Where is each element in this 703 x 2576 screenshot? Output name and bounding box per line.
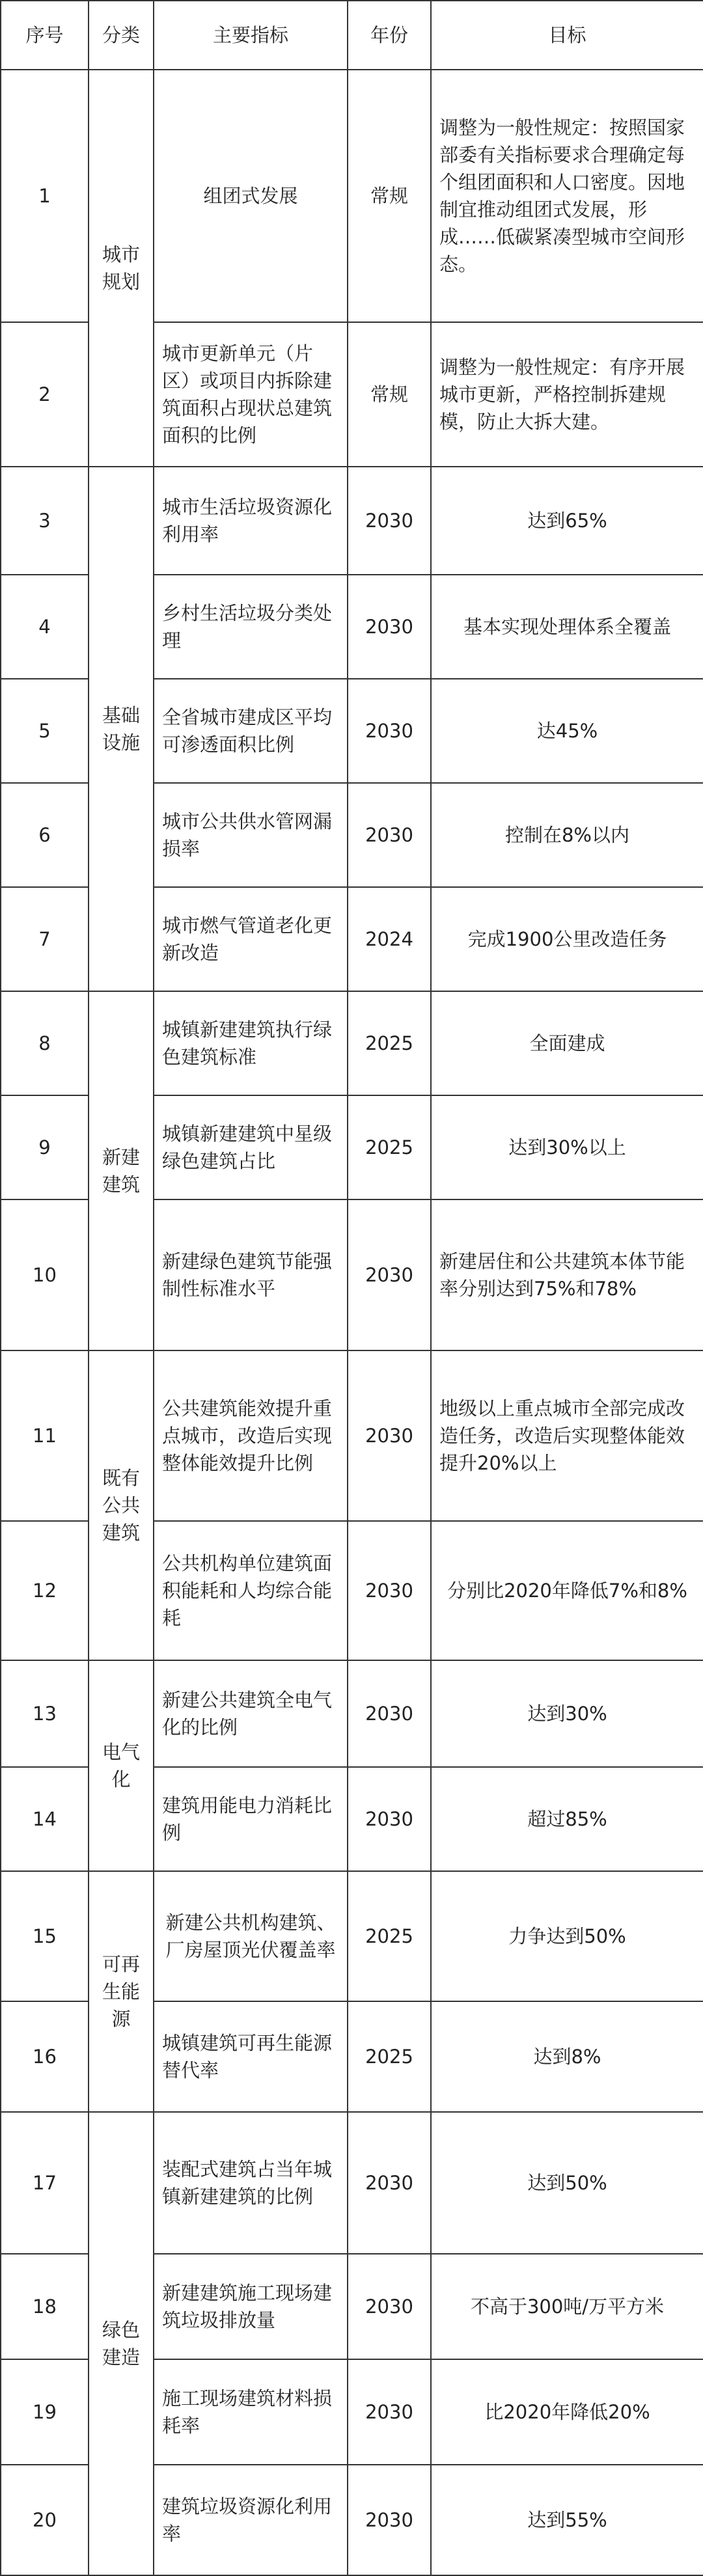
row-target: 达到65% (431, 467, 703, 575)
row-target: 达到30% (431, 1660, 703, 1767)
row-year: 2030 (348, 2112, 431, 2254)
table-row (1, 1660, 703, 1767)
table-row (1, 991, 703, 1095)
row-target: 超过85% (431, 1767, 703, 1871)
row-year: 2030 (348, 783, 431, 887)
row-target: 调整为一般性规定：按照国家部委有关指标要求合理确定每个组团面积和人口密度。因地制宜推动组团式发展，形成……低碳紧凑型城市空间形态。 (431, 70, 703, 322)
table-row (1, 1871, 703, 2001)
row-target: 调整为一般性规定：有序开展城市更新，严格控制拆建规模，防止大拆大建。 (431, 322, 703, 467)
row-year: 常规 (348, 322, 431, 467)
row-indicator: 新建建筑施工现场建筑垃圾排放量 (154, 2254, 348, 2359)
row-indicator: 装配式建筑占当年城镇新建建筑的比例 (154, 2112, 348, 2254)
row-no: 13 (1, 1660, 89, 1767)
row-no: 6 (1, 783, 89, 887)
row-no: 14 (1, 1767, 89, 1871)
row-indicator: 新建绿色建筑节能强制性标准水平 (154, 1199, 348, 1350)
row-no: 15 (1, 1871, 89, 2001)
table-row (1, 1350, 703, 1521)
row-target: 新建居住和公共建筑本体节能率分别达到75%和78% (431, 1199, 703, 1350)
row-no: 12 (1, 1521, 89, 1660)
row-indicator: 城市生活垃圾资源化利用率 (154, 467, 348, 575)
row-indicator: 城市燃气管道老化更新改造 (154, 887, 348, 991)
row-target: 达45% (431, 679, 703, 783)
row-no: 7 (1, 887, 89, 991)
row-indicator: 建筑垃圾资源化利用率 (154, 2465, 348, 2575)
row-no: 3 (1, 467, 89, 575)
row-no: 10 (1, 1199, 89, 1350)
row-year: 2024 (348, 887, 431, 991)
row-no: 4 (1, 575, 89, 679)
row-target: 分别比2020年降低7%和8% (431, 1521, 703, 1660)
row-target: 全面建成 (431, 991, 703, 1095)
row-year: 2030 (348, 1660, 431, 1767)
row-no: 2 (1, 322, 89, 467)
table-row (1, 2112, 703, 2254)
row-target: 达到55% (431, 2465, 703, 2575)
category-cell: 绿色建造 (89, 2112, 154, 2575)
row-year: 2025 (348, 991, 431, 1095)
row-target: 力争达到50% (431, 1871, 703, 2001)
row-indicator: 城市公共供水管网漏损率 (154, 783, 348, 887)
row-no: 19 (1, 2359, 89, 2465)
category-cell: 既有公共建筑 (89, 1350, 154, 1660)
row-indicator: 施工现场建筑材料损耗率 (154, 2359, 348, 2465)
category-cell: 新建建筑 (89, 991, 154, 1350)
category-cell: 电气化 (89, 1660, 154, 1871)
row-indicator: 组团式发展 (154, 70, 348, 322)
row-indicator: 公共机构单位建筑面积能耗和人均综合能耗 (154, 1521, 348, 1660)
row-year: 2025 (348, 1871, 431, 2001)
row-target: 完成1900公里改造任务 (431, 887, 703, 991)
row-no: 8 (1, 991, 89, 1095)
row-year: 2030 (348, 1350, 431, 1521)
row-year: 2030 (348, 575, 431, 679)
row-year: 2030 (348, 1767, 431, 1871)
row-target: 地级以上重点城市全部完成改造任务，改造后实现整体能效提升20%以上 (431, 1350, 703, 1521)
row-target: 达到8% (431, 2001, 703, 2112)
row-no: 9 (1, 1095, 89, 1199)
category-cell: 基础设施 (89, 467, 154, 991)
row-indicator: 新建公共建筑全电气化的比例 (154, 1660, 348, 1767)
row-indicator: 城市更新单元（片区）或项目内拆除建筑面积占现状总建筑面积的比例 (154, 322, 348, 467)
category-cell: 城市规划 (89, 70, 154, 467)
table-row (1, 70, 703, 322)
row-year: 2030 (348, 2465, 431, 2575)
row-no: 16 (1, 2001, 89, 2112)
row-year: 2030 (348, 2359, 431, 2465)
row-year: 2030 (348, 1199, 431, 1350)
header-no: 序号 (1, 1, 89, 70)
row-year: 2030 (348, 679, 431, 783)
row-no: 1 (1, 70, 89, 322)
row-no: 5 (1, 679, 89, 783)
header-target: 目标 (431, 1, 703, 70)
row-no: 11 (1, 1350, 89, 1521)
header-category: 分类 (89, 1, 154, 70)
row-indicator: 城镇建筑可再生能源替代率 (154, 2001, 348, 2112)
category-cell: 可再生能源 (89, 1871, 154, 2112)
row-indicator: 城镇新建建筑执行绿色建筑标准 (154, 991, 348, 1095)
row-year: 2030 (348, 467, 431, 575)
row-indicator: 乡村生活垃圾分类处理 (154, 575, 348, 679)
header-row (1, 1, 703, 70)
row-year: 2025 (348, 1095, 431, 1199)
row-year: 2030 (348, 1521, 431, 1660)
table-row (1, 467, 703, 575)
row-target: 达到30%以上 (431, 1095, 703, 1199)
row-indicator: 全省城市建成区平均可渗透面积比例 (154, 679, 348, 783)
row-no: 18 (1, 2254, 89, 2359)
row-indicator: 公共建筑能效提升重点城市，改造后实现整体能效提升比例 (154, 1350, 348, 1521)
row-indicator: 建筑用能电力消耗比例 (154, 1767, 348, 1871)
row-no: 17 (1, 2112, 89, 2254)
row-target: 达到50% (431, 2112, 703, 2254)
row-target: 基本实现处理体系全覆盖 (431, 575, 703, 679)
row-indicator: 城镇新建建筑中星级绿色建筑占比 (154, 1095, 348, 1199)
row-indicator: 新建公共机构建筑、厂房屋顶光伏覆盖率 (154, 1871, 348, 2001)
header-indicator: 主要指标 (154, 1, 348, 70)
row-year: 2030 (348, 2254, 431, 2359)
row-year: 2025 (348, 2001, 431, 2112)
row-target: 比2020年降低20% (431, 2359, 703, 2465)
row-year: 常规 (348, 70, 431, 322)
row-no: 20 (1, 2465, 89, 2575)
row-target: 控制在8%以内 (431, 783, 703, 887)
header-year: 年份 (348, 1, 431, 70)
row-target: 不高于300吨/万平方米 (431, 2254, 703, 2359)
